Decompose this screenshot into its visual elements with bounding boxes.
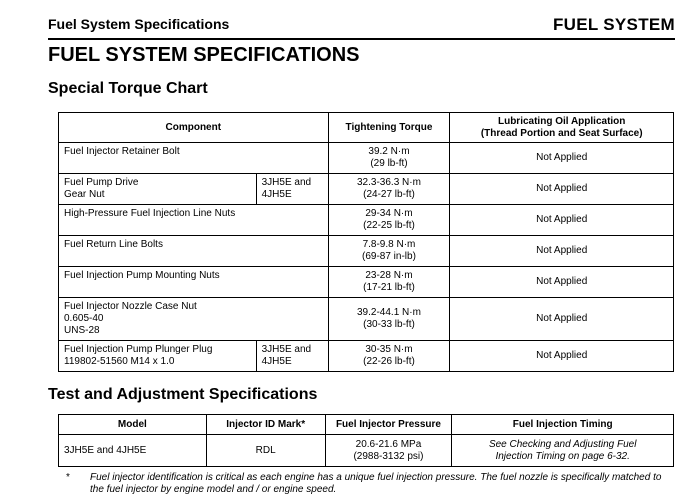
column-header-timing: Fuel Injection Timing [452, 415, 674, 435]
oil-cell: Not Applied [450, 341, 674, 372]
component-cell: Fuel Injector Nozzle Case Nut 0.605-40 UNS-28 [59, 298, 329, 341]
page-header [48, 14, 675, 40]
column-header-pressure: Fuel Injector Pressure [325, 415, 452, 435]
header-chapter-title: FUEL SYSTEM [552, 15, 675, 34]
component-cell: Fuel Injection Pump Mounting Nuts [59, 267, 329, 298]
oil-cell: Not Applied [450, 205, 674, 236]
table-row [59, 341, 674, 372]
page-title: FUEL SYSTEM SPECIFICATIONS [48, 44, 360, 66]
table-row [59, 174, 674, 205]
torque-cell: 39.2-44.1 N·m (30-33 lb-ft) [328, 298, 450, 341]
oil-cell: Not Applied [450, 143, 674, 174]
model-cell: 3JH5E and 4JH5E [256, 341, 328, 372]
footnote-text: Fuel injector identification is critical as each engine has a unique fuel injection pressure. The fuel nozzle is specifically matched to the fuel injector by engine model and / or engine speed. [90, 472, 662, 495]
test-table [58, 414, 674, 467]
torque-cell: 30-35 N·m (22-26 lb-ft) [328, 341, 450, 372]
oil-cell: Not Applied [450, 298, 674, 341]
injector-id-cell: RDL [206, 435, 325, 467]
torque-cell: 29-34 N·m (22-25 lb-ft) [328, 205, 450, 236]
column-header-injector-id: Injector ID Mark* [206, 415, 325, 435]
column-header-torque: Tightening Torque [328, 113, 450, 143]
column-header-component: Component [59, 113, 329, 143]
torque-cell: 7.8-9.8 N·m (69-87 in-lb) [328, 236, 450, 267]
torque-chart-heading: Special Torque Chart [48, 80, 208, 97]
header-section-title: Fuel System Specifications [48, 16, 230, 32]
timing-cell: See Checking and Adjusting Fuel Injection Timing on page 6-32. [452, 435, 674, 467]
component-cell: High-Pressure Fuel Injection Line Nuts [59, 205, 329, 236]
table-row [59, 267, 674, 298]
footnote-marker: * [66, 472, 70, 483]
torque-table-header [59, 113, 674, 143]
table-row [59, 143, 674, 174]
component-cell: Fuel Pump Drive Gear Nut [59, 174, 257, 205]
column-header-model: Model [59, 415, 207, 435]
torque-table [58, 112, 674, 372]
test-table-header [59, 415, 674, 435]
component-cell: Fuel Injection Pump Plunger Plug 119802-51560 M14 x 1.0 [59, 341, 257, 372]
test-adjustment-heading: Test and Adjustment Specifications [48, 386, 318, 403]
model-cell: 3JH5E and 4JH5E [256, 174, 328, 205]
table-row [59, 236, 674, 267]
pressure-cell: 20.6-21.6 MPa (2988-3132 psi) [325, 435, 452, 467]
table-row [59, 298, 674, 341]
oil-cell: Not Applied [450, 174, 674, 205]
component-cell: Fuel Return Line Bolts [59, 236, 329, 267]
model-cell: 3JH5E and 4JH5E [59, 435, 207, 467]
torque-cell: 32.3-36.3 N·m (24-27 lb-ft) [328, 174, 450, 205]
column-header-oil: Lubricating Oil Application (Thread Portion and Seat Surface) [450, 113, 674, 143]
oil-cell: Not Applied [450, 236, 674, 267]
torque-cell: 23-28 N·m (17-21 lb-ft) [328, 267, 450, 298]
table-row [59, 205, 674, 236]
oil-cell: Not Applied [450, 267, 674, 298]
component-cell: Fuel Injector Retainer Bolt [59, 143, 329, 174]
torque-cell: 39.2 N·m (29 lb-ft) [328, 143, 450, 174]
table-row [59, 435, 674, 467]
